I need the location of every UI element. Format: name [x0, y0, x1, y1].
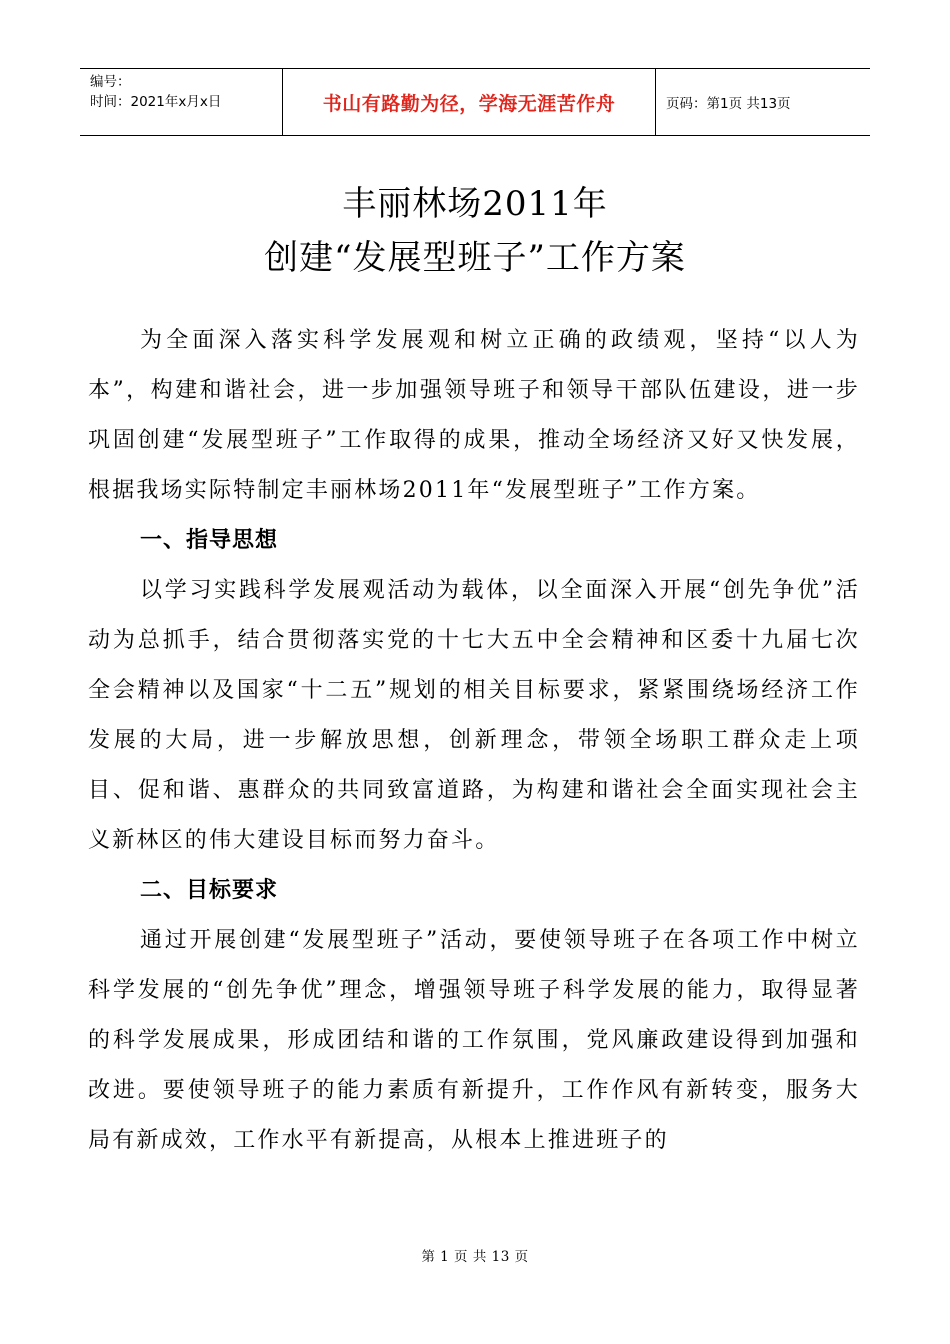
- page-info-text: 页码：第1页 共13页: [666, 96, 791, 112]
- section-paragraph-goals: 通过开展创建“发展型班子”活动，要使领导班子在各项工作中树立科学发展的“创先争优”理念，增强领导班子科学发展的能力，取得显著的科学发展成果，形成团结和谐的工作氛围，党风廉政建设得到加强和改进。要使领导班子的能力素质有新提升，工作作风有新转变，服务大局有新成效，工作水平有新提高，从根本上推进班子的: [88, 928, 860, 1153]
- number-label: 编号：: [90, 74, 131, 90]
- document-header: [80, 68, 870, 136]
- section-paragraph-guiding-ideology: 以学习实践科学发展观活动为载体，以全面深入开展“创先争优”活动为总抓手，结合贯彻落实党的十七大五中全会精神和区委十九届七次全会精神以及国家“十二五”规划的相关目标要求，紧紧围绕场经济工作发展的大局，进一步解放思想，创新理念，带领全场职工群众走上项目、促和谐、惠群众的共同致富道路，为构建和谐社会全面实现社会主义新林区的伟大建设目标而努力奋斗。: [88, 578, 860, 853]
- header-page-info: [656, 69, 870, 135]
- document-body: [88, 316, 860, 1166]
- header-motto: [282, 69, 656, 135]
- motto-text: 书山有路勤为径，学海无涯苦作舟: [322, 92, 616, 115]
- document-title-line2: 创建“发展型班子”工作方案: [264, 238, 686, 278]
- date-label: 时间：2021年x月x日: [90, 94, 222, 110]
- section-heading-goals: 二、目标要求: [140, 878, 279, 903]
- intro-paragraph: 为全面深入落实科学发展观和树立正确的政绩观，坚持“以人为本”，构建和谐社会，进一步加强领导班子和领导干部队伍建设，进一步巩固创建“发展型班子”工作取得的成果，推动全场经济又好又快发展，根据我场实际特制定丰丽林场2011年“发展型班子”工作方案。: [88, 328, 860, 503]
- header-meta: [80, 69, 282, 135]
- document-title-line1: 丰丽林场2011年: [342, 184, 608, 224]
- page-footer: 第 1 页 共 13 页: [421, 1249, 529, 1265]
- section-heading-guiding-ideology: 一、指导思想: [140, 528, 279, 553]
